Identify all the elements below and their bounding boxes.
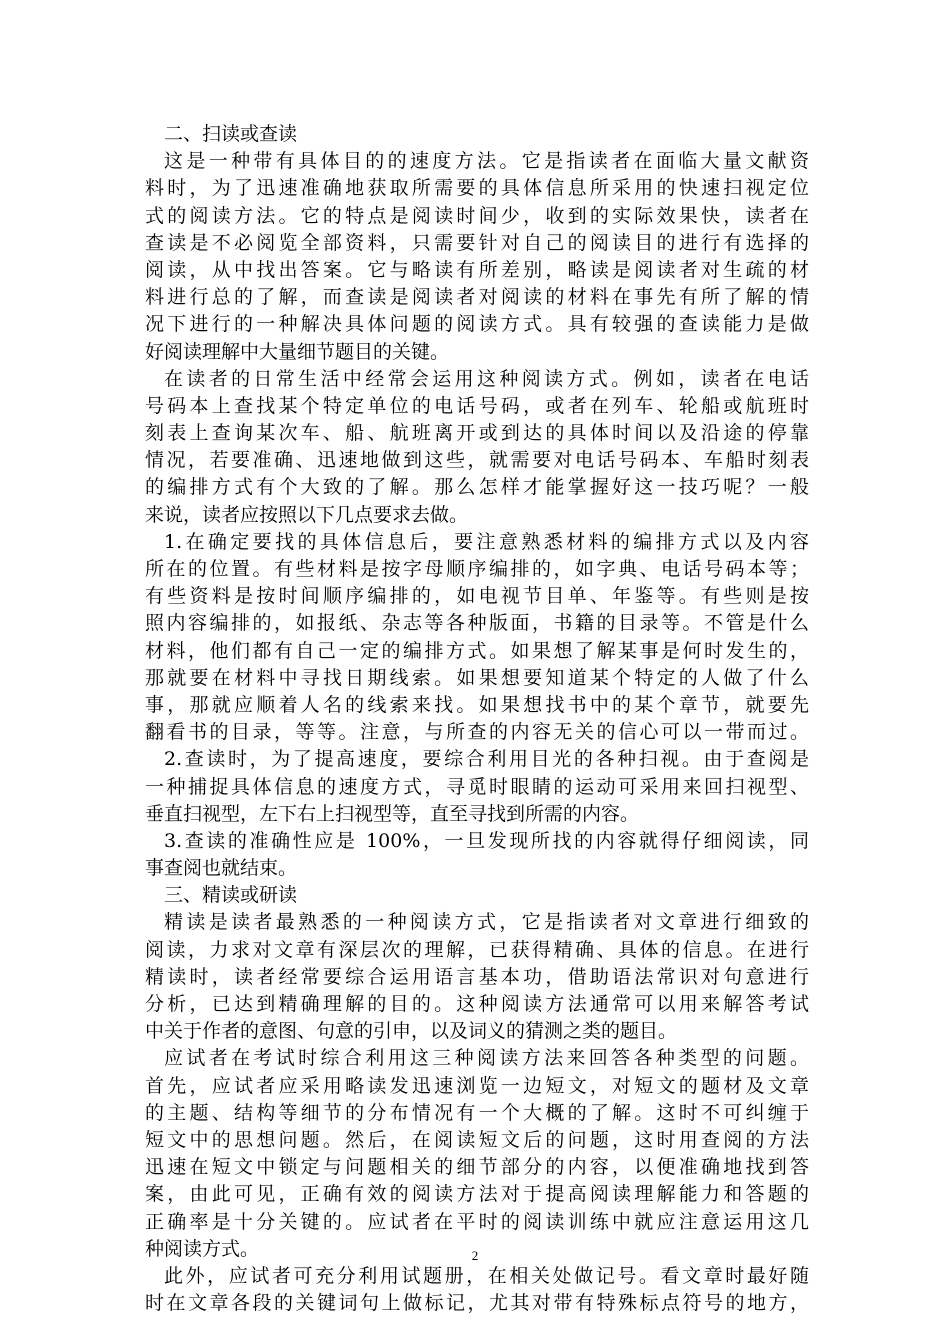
text-line: 2.查读时，为了提高速度，要综合利用目光的各种扫视。由于查阅是 [164, 748, 809, 771]
text-line: 阅读，从中找出答案。它与略读有所差别，略读是阅读者对生疏的材 [145, 258, 809, 281]
text-line: 短文中的思想问题。然后，在阅读短文后的问题，这时用查阅的方法 [145, 1128, 809, 1151]
text-line: 有些资料是按时间顺序编排的，如电视节目单、年鉴等。有些则是按 [145, 585, 809, 608]
text-line: 那就要在材料中寻找日期线索。如果想要知道某个特定的人做了什么 [145, 666, 809, 689]
text-line: 况下进行的一种解决具体问题的阅读方式。具有较强的查读能力是做 [145, 313, 809, 336]
text-line: 来说，读者应按照以下几点要求去做。 [145, 503, 469, 526]
text-line: 中关于作者的意图、句意的引申，以及词义的猜测之类的题目。 [145, 1020, 678, 1043]
text-line: 料进行总的了解，而查读是阅读者对阅读的材料在事先有所了解的情 [145, 286, 809, 309]
text-line: 垂直扫视型，左下右上扫视型等，直至寻找到所需的内容。 [145, 802, 640, 825]
text-line: 分析，已达到精确理解的目的。这种阅读方法通常可以用来解答考试 [145, 993, 809, 1015]
text-line: 情况，若要准确、迅速地做到这些，就需要对电话号码本、车船时刻表 [145, 449, 809, 472]
body-text [145, 121, 809, 1317]
text-line: 三、精读或研读 [164, 884, 298, 907]
text-line: 首先，应试者应采用略读发迅速浏览一边短文，对短文的题材及文章 [145, 1074, 809, 1097]
text-line: 精读时，读者经常要综合运用语言基本功，借助语法常识对句意进行 [145, 965, 809, 988]
text-line: 种阅读方式。 [145, 1237, 260, 1260]
text-line: 3.查读的准确性应是 100%，一旦发现所找的内容就得仔细阅读，同 [164, 829, 809, 852]
text-line: 的编排方式有个大致的了解。那么怎样才能掌握好这一技巧呢？一般 [145, 476, 809, 499]
text-line: 阅读，力求对文章有深层次的理解，已获得精确、具体的信息。在进行 [145, 938, 809, 961]
text-line: 这是一种带有具体目的的速度方法。它是指读者在面临大量文献资 [164, 150, 809, 173]
text-line: 事，那就应顺着人名的线索来找。如果想找书中的某个章节，就要先 [145, 693, 809, 716]
text-line: 好阅读理解中大量细节题目的关键。 [145, 340, 450, 363]
text-line: 翻看书的目录，等等。注意，与所查的内容无关的信心可以一带而过。 [145, 721, 809, 744]
text-line: 事查阅也就结束。 [145, 857, 298, 880]
text-line: 此外，应试者可充分利用试题册，在相关处做记号。看文章时最好随 [164, 1264, 809, 1287]
text-line: 号码本上查找某个特定单位的电话号码，或者在列车、轮船或航班时 [145, 394, 809, 417]
text-line: 式的阅读方法。它的特点是阅读时间少，收到的实际效果快，读者在 [145, 204, 809, 227]
text-line: 所在的位置。有些材料是按字母顺序编排的，如字典、电话号码本等； [145, 558, 809, 580]
text-line: 二、扫读或查读 [164, 123, 298, 145]
text-line: 刻表上查询某次车、船、航班离开或到达的具体时间以及沿途的停靠 [145, 422, 809, 445]
text-line: 正确率是十分关键的。应试者在平时的阅读训练中就应注意运用这几 [145, 1210, 809, 1233]
text-line: 查读是不必阅览全部资料，只需要针对自己的阅读目的进行有选择的 [145, 231, 809, 254]
text-line: 料时，为了迅速准确地获取所需要的具体信息所采用的快速扫视定位 [145, 177, 809, 200]
page-number: 2 [471, 1248, 479, 1263]
text-line: 材料，他们都有自己一定的编排方式。如果想了解某事是何时发生的， [145, 639, 809, 662]
text-line: 一种捕捉具体信息的速度方式，寻觅时眼睛的运动可采用来回扫视型、 [145, 775, 809, 798]
text-line: 照内容编排的，如报纸、杂志等各种版面，书籍的目录等。不管是什么 [145, 612, 809, 635]
text-line: 应试者在考试时综合利用这三种阅读方法来回答各种类型的问题。 [164, 1047, 809, 1070]
text-line: 在读者的日常生活中经常会运用这种阅读方式。例如，读者在电话 [164, 367, 809, 390]
text-line: 精读是读者最熟悉的一种阅读方式，它是指读者对文章进行细致的 [164, 911, 809, 934]
text-line: 时在文章各段的关键词句上做标记，尤其对带有特殊标点符号的地方， [145, 1292, 809, 1315]
text-line: 的主题、结构等细节的分布情况有一个大概的了解。这时不可纠缠于 [145, 1101, 809, 1124]
text-line: 1.在确定要找的具体信息后，要注意熟悉材料的编排方式以及内容 [164, 530, 809, 553]
text-line: 迅速在短文中锁定与问题相关的细节部分的内容，以便准确地找到答 [145, 1156, 809, 1179]
text-line: 案，由此可见，正确有效的阅读方法对于提高阅读理解能力和答题的 [145, 1183, 809, 1206]
